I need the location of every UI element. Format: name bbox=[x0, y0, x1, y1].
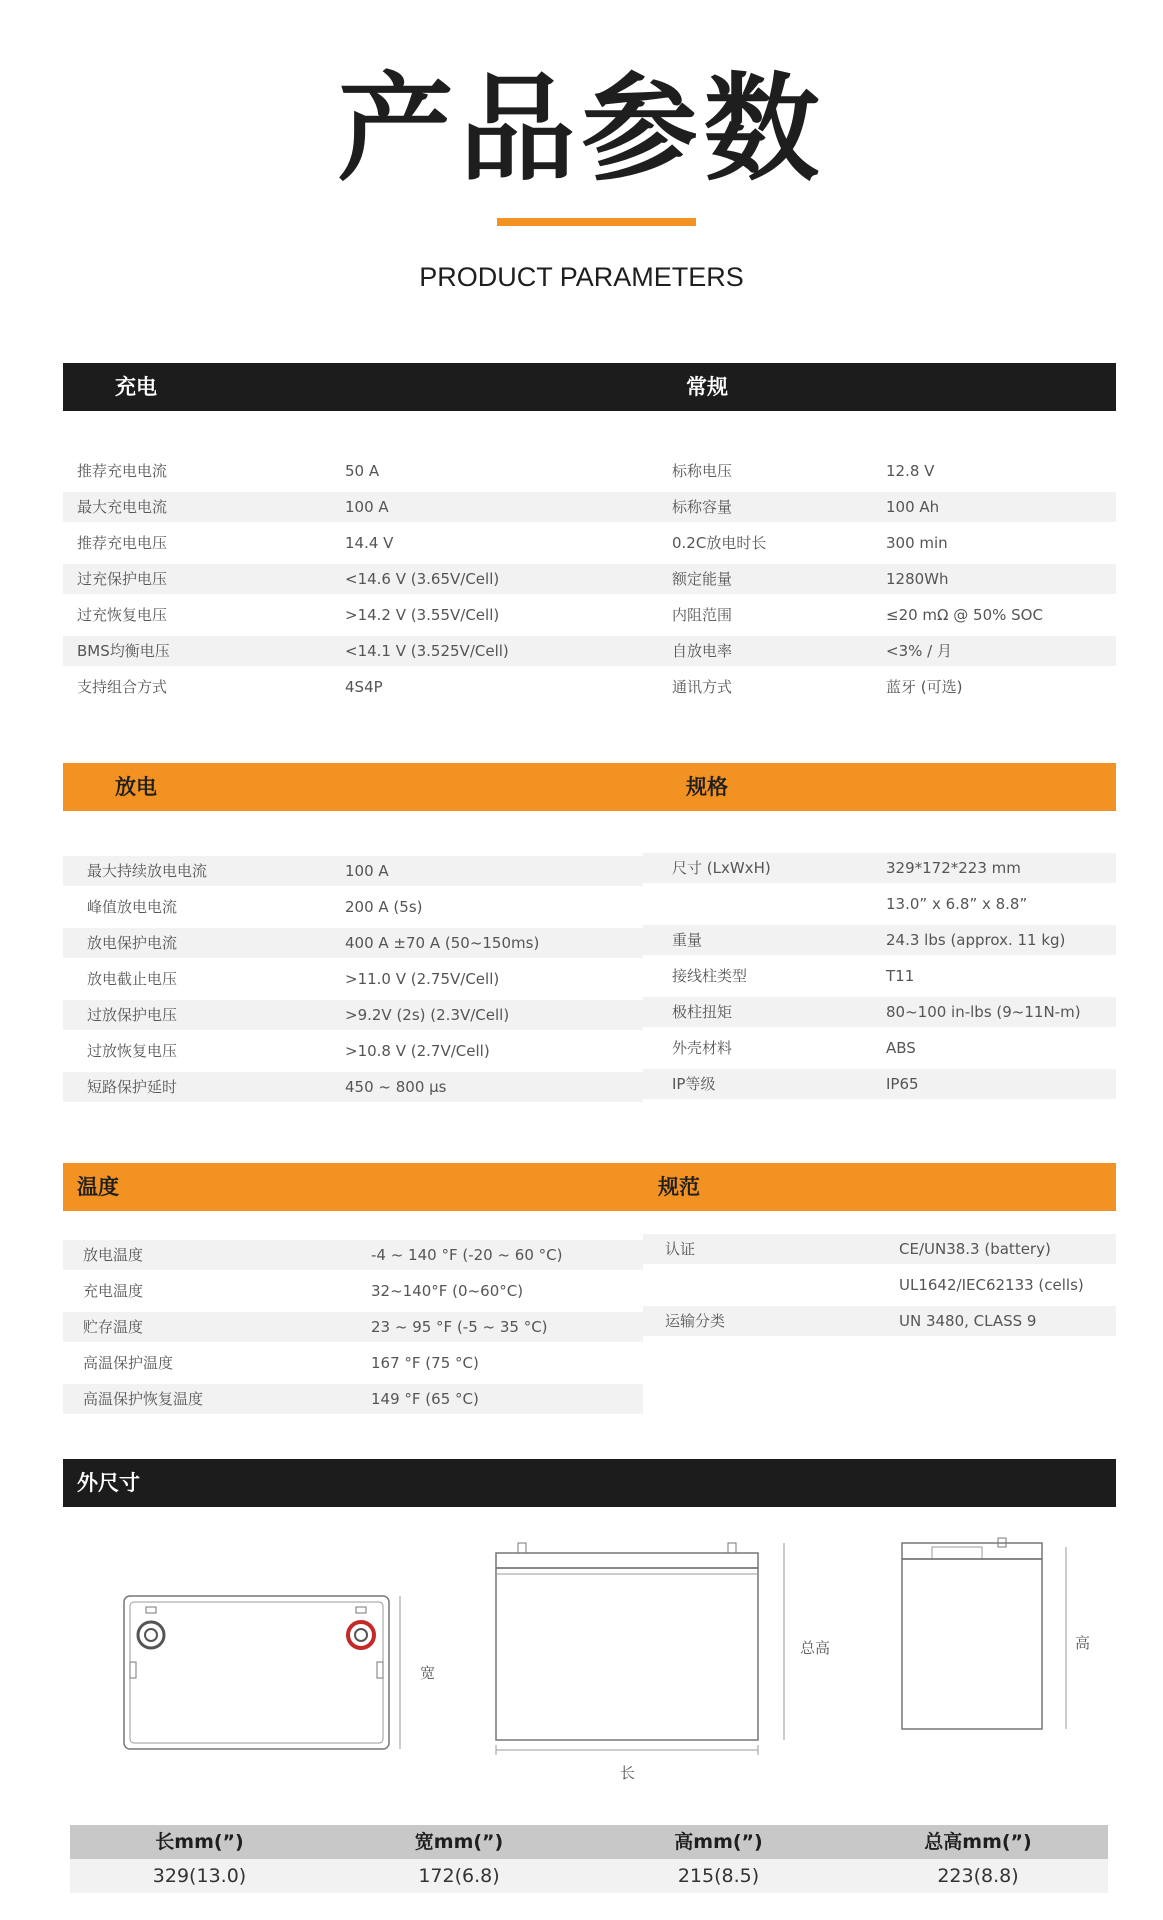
table-row bbox=[63, 1348, 643, 1378]
table-row bbox=[643, 636, 1116, 666]
table-row bbox=[63, 600, 643, 630]
row-value: 100 A bbox=[345, 862, 389, 880]
section-title-specs: 规格 bbox=[686, 775, 728, 799]
row-value: 14.4 V bbox=[345, 534, 394, 552]
dimensions-value-cell: 172(6.8) bbox=[418, 1865, 500, 1887]
table-row bbox=[643, 528, 1116, 558]
row-value: UN 3480, CLASS 9 bbox=[899, 1312, 1037, 1330]
table-row bbox=[63, 672, 643, 702]
row-value: >14.2 V (3.55V/Cell) bbox=[345, 606, 500, 624]
row-label: 推荐充电电流 bbox=[77, 462, 168, 480]
table-row bbox=[643, 564, 1116, 594]
title-underline bbox=[497, 218, 696, 226]
row-value: 24.3 lbs (approx. 11 kg) bbox=[886, 931, 1066, 949]
row-label: 贮存温度 bbox=[83, 1318, 144, 1336]
row-label: 放电温度 bbox=[83, 1246, 144, 1264]
dimensions-header-cell: 宽mm(”) bbox=[414, 1831, 504, 1853]
label-length: 长 bbox=[620, 1764, 636, 1782]
section-title-charge: 充电 bbox=[115, 375, 157, 399]
table-row bbox=[63, 1072, 643, 1102]
table-row bbox=[63, 456, 643, 486]
dimensions-header-cell: 长mm(”) bbox=[155, 1831, 244, 1853]
row-value: >11.0 V (2.75V/Cell) bbox=[345, 970, 500, 988]
table-row bbox=[643, 492, 1116, 522]
section-title-standards: 规范 bbox=[658, 1175, 700, 1199]
row-value: 13.0” x 6.8” x 8.8” bbox=[886, 895, 1028, 913]
section-title-temperature: 温度 bbox=[77, 1175, 119, 1199]
table-row bbox=[63, 1312, 643, 1342]
row-label: 极柱扭矩 bbox=[672, 1003, 733, 1021]
row-label: 高温保护温度 bbox=[83, 1354, 174, 1372]
row-value: IP65 bbox=[886, 1075, 919, 1093]
row-value: 400 A ±70 A (50~150ms) bbox=[345, 934, 540, 952]
battery-top-view-drawing bbox=[118, 1590, 418, 1760]
table-row bbox=[63, 892, 643, 922]
row-value: 300 min bbox=[886, 534, 948, 552]
dimensions-header-cell: 高mm(”) bbox=[674, 1831, 763, 1853]
table-row bbox=[63, 1036, 643, 1066]
table-row bbox=[63, 1384, 643, 1414]
table-row bbox=[63, 964, 643, 994]
row-label: 充电温度 bbox=[83, 1282, 144, 1300]
row-label: 标称容量 bbox=[672, 498, 733, 516]
section-header-charge bbox=[63, 363, 1116, 411]
dimensions-value-cell: 215(8.5) bbox=[677, 1865, 760, 1887]
row-value: 4S4P bbox=[345, 678, 383, 696]
row-label: 标称电压 bbox=[672, 462, 733, 480]
row-value: ABS bbox=[886, 1039, 916, 1057]
row-label: 支持组合方式 bbox=[77, 678, 168, 696]
row-value: 1280Wh bbox=[886, 570, 949, 588]
section-header-dimensions bbox=[63, 1459, 1116, 1507]
row-label: 重量 bbox=[672, 931, 703, 949]
row-value: 100 Ah bbox=[886, 498, 940, 516]
row-label: 最大充电电流 bbox=[77, 498, 168, 516]
row-value: 167 °F (75 °C) bbox=[371, 1354, 479, 1372]
row-label: 最大持续放电电流 bbox=[87, 862, 208, 880]
row-value: 23 ~ 95 °F (-5 ~ 35 °C) bbox=[371, 1318, 548, 1336]
section-title-discharge: 放电 bbox=[115, 775, 157, 799]
row-value: 50 A bbox=[345, 462, 380, 480]
row-label: 峰值放电电流 bbox=[87, 898, 178, 916]
row-label: 内阻范围 bbox=[672, 606, 733, 624]
row-label: 通讯方式 bbox=[672, 678, 733, 696]
row-value: 149 °F (65 °C) bbox=[371, 1390, 479, 1408]
table-row bbox=[643, 600, 1116, 630]
row-value: <14.6 V (3.65V/Cell) bbox=[345, 570, 500, 588]
row-value: 12.8 V bbox=[886, 462, 935, 480]
row-label: 过放恢复电压 bbox=[87, 1042, 178, 1060]
row-label: 接线柱类型 bbox=[672, 967, 748, 985]
row-label: 过充保护电压 bbox=[77, 570, 168, 588]
table-row bbox=[63, 1000, 643, 1030]
row-value: 100 A bbox=[345, 498, 389, 516]
table-row bbox=[643, 853, 1116, 883]
table-row bbox=[63, 492, 643, 522]
row-value: ≤20 mΩ @ 50% SOC bbox=[886, 606, 1043, 624]
table-row bbox=[63, 928, 643, 958]
label-total-height: 总高 bbox=[800, 1639, 831, 1657]
section-header-discharge bbox=[63, 763, 1116, 811]
table-row bbox=[63, 1240, 643, 1270]
row-label: 额定能量 bbox=[672, 570, 733, 588]
table-row bbox=[643, 961, 1116, 991]
row-value: >9.2V (2s) (2.3V/Cell) bbox=[345, 1006, 510, 1024]
row-label: 高温保护恢复温度 bbox=[83, 1390, 204, 1408]
table-row bbox=[643, 925, 1116, 955]
row-label: 过充恢复电压 bbox=[77, 606, 168, 624]
dimensions-value-cell: 329(13.0) bbox=[152, 1865, 247, 1887]
table-row bbox=[643, 889, 1116, 919]
section-title-dimensions: 外尺寸 bbox=[77, 1471, 140, 1495]
page-subtitle: PRODUCT PARAMETERS bbox=[419, 262, 744, 292]
row-value: CE/UN38.3 (battery) bbox=[899, 1240, 1051, 1258]
table-row bbox=[643, 456, 1116, 486]
row-label: IP等级 bbox=[672, 1075, 716, 1093]
dimensions-table bbox=[70, 1825, 1108, 1893]
table-row bbox=[643, 1234, 1116, 1264]
table-row bbox=[643, 1270, 1116, 1300]
row-label: 放电截止电压 bbox=[87, 970, 178, 988]
row-label: 短路保护延时 bbox=[87, 1078, 178, 1096]
row-label: 自放电率 bbox=[672, 642, 733, 660]
battery-side-view-drawing bbox=[890, 1535, 1070, 1745]
dimensions-header-cell: 总高mm(”) bbox=[924, 1831, 1032, 1853]
row-label: BMS均衡电压 bbox=[77, 642, 170, 660]
row-label: 放电保护电流 bbox=[87, 934, 178, 952]
row-label: 过放保护电压 bbox=[87, 1006, 178, 1024]
dimensions-value-cell: 223(8.8) bbox=[937, 1865, 1019, 1887]
battery-front-view-drawing bbox=[488, 1538, 798, 1760]
row-value: 80~100 in-lbs (9~11N-m) bbox=[886, 1003, 1081, 1021]
section-title-general: 常规 bbox=[686, 375, 728, 399]
dimensions-table-header bbox=[70, 1825, 1108, 1859]
row-label: 运输分类 bbox=[665, 1312, 726, 1330]
row-value: 蓝牙 (可选) bbox=[886, 678, 963, 696]
row-label: 推荐充电电压 bbox=[77, 534, 168, 552]
table-row bbox=[643, 1033, 1116, 1063]
row-value: 32~140°F (0~60°C) bbox=[371, 1282, 524, 1300]
table-row bbox=[643, 672, 1116, 702]
row-value: 450 ~ 800 µs bbox=[345, 1078, 447, 1096]
row-value: >10.8 V (2.7V/Cell) bbox=[345, 1042, 490, 1060]
table-row bbox=[643, 1069, 1116, 1099]
table-row bbox=[643, 1306, 1116, 1336]
row-value: T11 bbox=[886, 967, 915, 985]
table-row bbox=[63, 564, 643, 594]
row-value: 200 A (5s) bbox=[345, 898, 423, 916]
row-value: <3% / 月 bbox=[886, 642, 952, 660]
row-value: -4 ~ 140 °F (-20 ~ 60 °C) bbox=[371, 1246, 563, 1264]
label-height: 高 bbox=[1075, 1634, 1091, 1652]
label-width: 宽 bbox=[420, 1664, 436, 1682]
row-value: UL1642/IEC62133 (cells) bbox=[899, 1276, 1084, 1294]
row-label: 外壳材料 bbox=[672, 1039, 733, 1057]
table-row bbox=[63, 856, 643, 886]
table-row bbox=[643, 997, 1116, 1027]
table-row bbox=[63, 636, 643, 666]
row-value: <14.1 V (3.525V/Cell) bbox=[345, 642, 509, 660]
page-title: 产品参数 bbox=[337, 62, 826, 197]
section-header-temperature bbox=[63, 1163, 1116, 1211]
row-label: 0.2C放电时长 bbox=[672, 534, 767, 552]
row-value: 329*172*223 mm bbox=[886, 859, 1021, 877]
row-label: 尺寸 (LxWxH) bbox=[672, 859, 771, 877]
dimensions-table-row bbox=[70, 1859, 1108, 1893]
row-label: 认证 bbox=[665, 1240, 696, 1258]
table-row bbox=[63, 1276, 643, 1306]
table-row bbox=[63, 528, 643, 558]
